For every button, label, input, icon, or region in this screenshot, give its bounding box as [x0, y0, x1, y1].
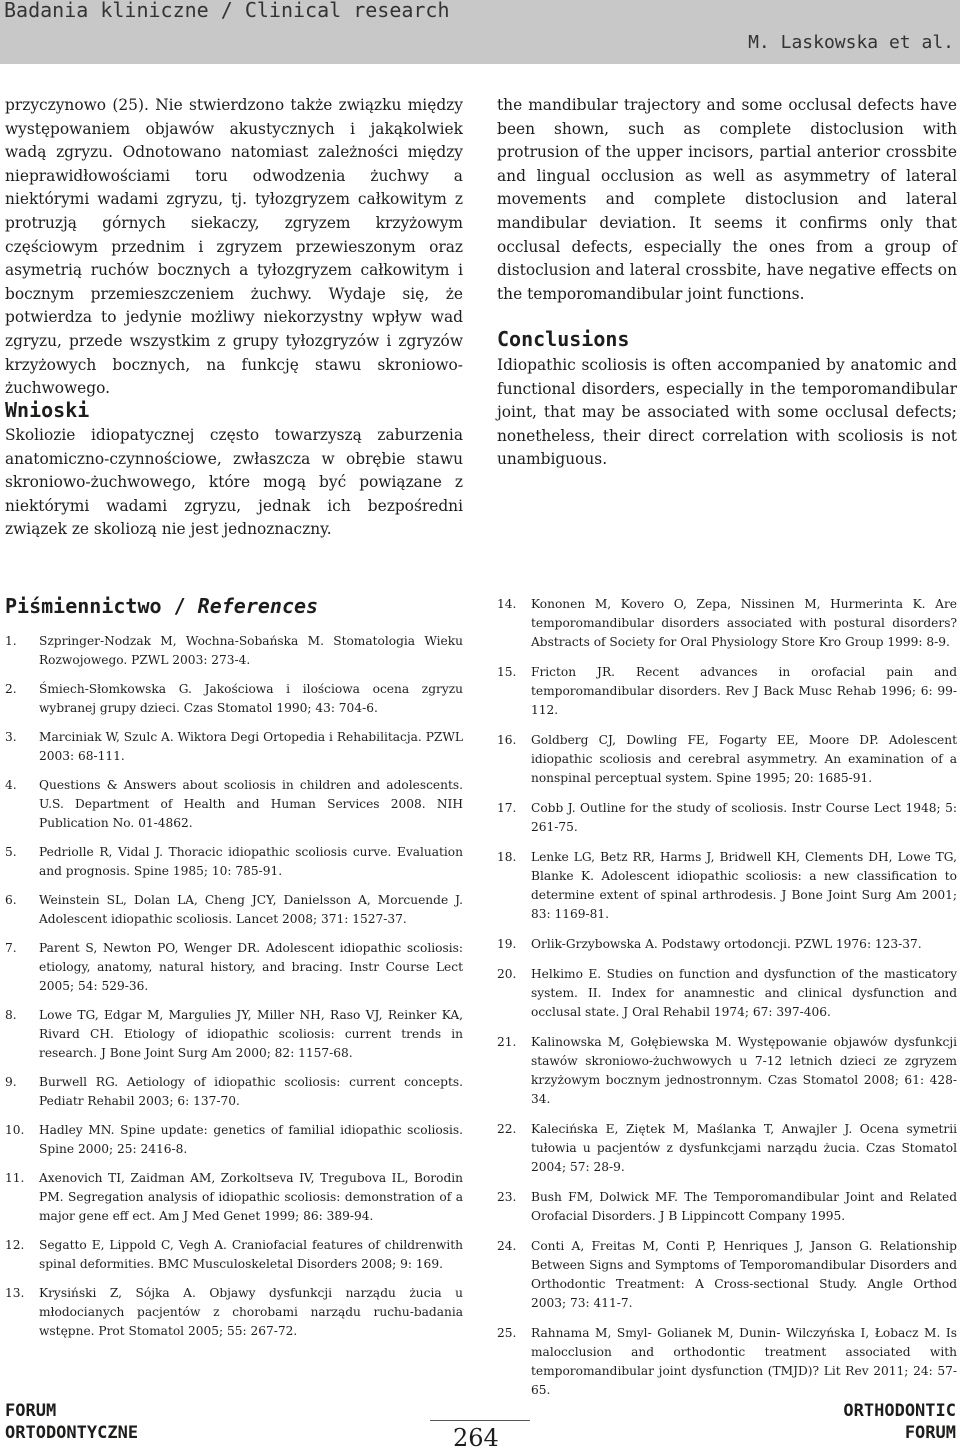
reference-number: 21. [497, 1035, 517, 1049]
reference-number: 12. [5, 1238, 25, 1252]
reference-number: 6. [5, 893, 17, 907]
reference-text: Goldberg CJ, Dowling FE, Fogarty EE, Moore DP. Adolescent idiopathic scoliosis and cerebral asymmetry. An examination of a nonspinal perceptual system. Spine 1995; 20: 1685-91. [531, 733, 957, 785]
reference-item [5, 680, 463, 718]
reference-text: Questions & Answers about scoliosis in children and adolescents. U.S. Department of Health and Human Services 2008. NIH Publication No. 01-4862. [39, 778, 463, 830]
reference-text: Rahnama M, Smyl- Golianek M, Dunin- Wilczyńska I, Łobacz M. Is malocclusion and orthodontic treatment associated with temporomandibular joint dysfunction (TMJD)? Lit Rev 2011; 24: 57-65. [531, 1326, 957, 1397]
footer-journal-pl [5, 1400, 138, 1444]
reference-number: 7. [5, 941, 17, 955]
reference-text: Kononen M, Kovero O, Zepa, Nissinen M, Hurmerinta K. Are temporomandibular disorders associated with postural disorders? Abstracts of Society for Oral Physiology Store Kro Group 1999: 8-9. [531, 597, 957, 649]
reference-item [5, 1121, 463, 1159]
references-heading-en: References [197, 594, 319, 618]
reference-text: Śmiech-Słomkowska G. Jakościowa i ilościowa ocena zgryzu wybranej grupy dzieci. Czas Stomatol 1990; 43: 704-6. [39, 682, 463, 715]
discussion-polish [5, 94, 463, 401]
reference-item [5, 632, 463, 670]
reference-item [5, 939, 463, 996]
reference-text: Parent S, Newton PO, Wenger DR. Adolescent idiopathic scoliosis: etiology, anatomy, natural history, and bracing. Instr Course Lect 2005; 54: 529-36. [39, 941, 463, 993]
reference-text: Hadley MN. Spine update: genetics of familial idiopathic scoliosis. Spine 2000; 25: 2416-8. [39, 1123, 463, 1156]
reference-item [497, 935, 957, 954]
references-heading [5, 594, 318, 618]
reference-number: 14. [497, 597, 517, 611]
running-authors: M. Laskowska et al. [748, 32, 954, 53]
reference-number: 5. [5, 845, 17, 859]
reference-text: Burwell RG. Aetiology of idiopathic scoliosis: current concepts. Pediatr Rehabil 2003; 6: 137-70. [39, 1075, 463, 1108]
references-list-right [497, 595, 957, 1411]
references-heading-pl: Piśmiennictwo / [5, 594, 198, 618]
reference-text: Axenovich TI, Zaidman AM, Zorkoltseva IV, Tregubova IL, Borodin PM. Segregation analysis of idiopathic scoliosis: demonstration of a major gene eff ect. Am J Med Genet 1999; 86: 389-94. [39, 1171, 463, 1223]
reference-item [497, 1324, 957, 1400]
conclusions-text: Idiopathic scoliosis is often accompanied by anatomic and functional disorders, especially in the temporomandibular joint, that may be associated with some occlusal defects; nonetheless, their direct correlation with scoliosis is not unambiguous. [497, 356, 957, 469]
reference-text: Marciniak W, Szulc A. Wiktora Degi Ortopedia i Rehabilitacja. PZWL 2003: 68-111. [39, 730, 463, 763]
reference-number: 8. [5, 1008, 17, 1022]
reference-text: Lenke LG, Betz RR, Harms J, Bridwell KH, Clements DH, Lowe TG, Blanke K. Adolescent idiopathic scoliosis: a new classification to determine extent of spinal arthrodesis. J Bone Joint Surg Am 2001; 83: 1169-81. [531, 850, 957, 921]
reference-number: 2. [5, 682, 17, 696]
reference-item [5, 1006, 463, 1063]
footer-right-line2: FORUM [904, 1423, 956, 1443]
reference-item [5, 843, 463, 881]
reference-text: Lowe TG, Edgar M, Margulies JY, Miller NH, Raso VJ, Reinker KA, Rivard CH. Etiology of idiopathic scoliosis: current trends in research. J Bone Joint Surg Am 2000; 82: 1157-68. [39, 1008, 463, 1060]
footer-right-line1: ORTHODONTIC [843, 1401, 956, 1421]
conclusions-section [497, 354, 957, 472]
reference-item [5, 1169, 463, 1226]
reference-item [497, 799, 957, 837]
reference-number: 20. [497, 967, 517, 981]
footer-journal-en [843, 1400, 956, 1444]
reference-item [497, 1237, 957, 1313]
reference-text: Kalinowska M, Gołębiewska M. Występowanie objawów dysfunkcji stawów skroniowo-żuchwowych u 7-12 letnich dzieci ze zgryzem krzyżowym bocznym jednostronnym. Czas Stomatol 2008; 61: 428-34. [531, 1035, 957, 1106]
reference-item [5, 1236, 463, 1274]
reference-item [497, 1120, 957, 1177]
reference-text: Helkimo E. Studies on function and dysfunction of the masticatory system. II. Index for anamnestic and clinical dysfunction and occlusal state. J Oral Rehabil 1974; 67: 397-406. [531, 967, 957, 1019]
reference-number: 9. [5, 1075, 17, 1089]
conclusions-heading: Conclusions [497, 327, 630, 351]
page-footer [0, 1400, 960, 1453]
reference-number: 22. [497, 1122, 517, 1136]
reference-text: Bush FM, Dolwick MF. The Temporomandibular Joint and Related Orofacial Disorders. J B Lippincott Company 1995. [531, 1190, 957, 1223]
reference-number: 24. [497, 1239, 517, 1253]
reference-number: 15. [497, 665, 517, 679]
reference-number: 4. [5, 778, 17, 792]
reference-text: Orlik-Grzybowska A. Podstawy ortodoncji. PZWL 1976: 123-37. [531, 937, 922, 951]
reference-number: 19. [497, 937, 517, 951]
reference-item [5, 1073, 463, 1111]
wnioski-section [5, 424, 463, 542]
page-header [0, 0, 960, 64]
reference-text: Segatto E, Lippold C, Vegh A. Craniofacial features of childrenwith spinal deformities. BMC Musculoskeletal Disorders 2008; 9: 169. [39, 1238, 463, 1271]
reference-text: Fricton JR. Recent advances in orofacial pain and temporomandibular disorders. Rev J Back Musc Rehab 1996; 6: 99-112. [531, 665, 957, 717]
footer-left-line1: FORUM [5, 1401, 57, 1421]
reference-number: 17. [497, 801, 517, 815]
reference-item [497, 663, 957, 720]
reference-text: Szpringer-Nodzak M, Wochna-Sobańska M. Stomatologia Wieku Rozwojowego. PZWL 2003: 273-4. [39, 634, 463, 667]
reference-item [497, 965, 957, 1022]
footer-rule [430, 1420, 530, 1421]
reference-text: Pedriolle R, Vidal J. Thoracic idiopathic scoliosis curve. Evaluation and prognosis. Spine 1985; 10: 785-91. [39, 845, 463, 878]
reference-item [497, 1188, 957, 1226]
discussion-pl-text: przyczynowo (25). Nie stwierdzono także związku między występowaniem objawów akustycznych i jakąkolwiek wadą zgryzu. Odnotowano natomiast zależności między nieprawidłowościami toru odwodzenia żuchwy a niektórymi wadami zgryzu, tj. tyłozgryzem całkowitym z protruzją górnych siekaczy, zgryzem krzyżowym częściowym przednim i zgryzem przewieszonym oraz asymetrią ruchów bocznych a tyłozgryzem całkowitym i bocznym przemieszczeniem żuchwy. Wydaje się, że potwierdza to jedynie możliwy niekorzystny wpływ wad zgryzu, przede wszystkim z grupy tyłozgryzów i zgryzów krzyżowych bocznych, na funkcję stawu skroniowo-żuchwowego. [5, 96, 463, 398]
reference-item [5, 1284, 463, 1341]
reference-text: Kalecińska E, Ziętek M, Maślanka T, Anwajler J. Ocena symetrii tułowia u pacjentów z dysfunkcjami narządu żucia. Czas Stomatol 2004; 57: 28-9. [531, 1122, 957, 1174]
wnioski-heading: Wnioski [5, 398, 90, 422]
reference-number: 3. [5, 730, 17, 744]
page-number: 264 [453, 1424, 499, 1452]
reference-number: 16. [497, 733, 517, 747]
wnioski-text: Skoliozie idiopatycznej często towarzyszą zaburzenia anatomiczno-czynnościowe, zwłaszcza w obrębie stawu skroniowo-żuchwowego, które mogą być powiązane z niektórymi wadami zgryzu, jednak ich bezpośredni związek ze skoliozą nie jest jednoznaczny. [5, 426, 463, 539]
reference-number: 25. [497, 1326, 517, 1340]
reference-item [497, 1033, 957, 1109]
reference-text: Krysiński Z, Sójka A. Objawy dysfunkcji narządu żucia u młodocianych pacjentów z chorobami narządu ruchu-badania wstępne. Prot Stomatol 2005; 55: 267-72. [39, 1286, 463, 1338]
reference-number: 18. [497, 850, 517, 864]
reference-number: 23. [497, 1190, 517, 1204]
reference-item [497, 848, 957, 924]
reference-text: Cobb J. Outline for the study of scoliosis. Instr Course Lect 1948; 5: 261-75. [531, 801, 957, 834]
reference-number: 10. [5, 1123, 25, 1137]
reference-item [5, 776, 463, 833]
discussion-english [497, 94, 957, 306]
reference-item [5, 728, 463, 766]
reference-text: Weinstein SL, Dolan LA, Cheng JCY, Danielsson A, Morcuende J. Adolescent idiopathic scoliosis. Lancet 2008; 371: 1527-37. [39, 893, 463, 926]
reference-number: 1. [5, 634, 17, 648]
section-title: Badania kliniczne / Clinical research [4, 0, 450, 22]
reference-item [497, 731, 957, 788]
reference-number: 11. [5, 1171, 25, 1185]
references-list-left [5, 632, 463, 1351]
discussion-en-text: the mandibular trajectory and some occlusal defects have been shown, such as complete distoclusion with protrusion of the upper incisors, partial anterior crossbite and lingual occlusion as well as asymmetry of lateral movements and complete distoclusion and lateral mandibular deviation. It seems it confirms only that occlusal defects, especially the ones from a group of distoclusion and lateral crossbite, have negative effects on the temporomandibular joint functions. [497, 96, 957, 303]
reference-text: Conti A, Freitas M, Conti P, Henriques J, Janson G. Relationship Between Signs and Symptoms of Temporomandibular Disorders and Orthodontic Treatment: A Cross-sectional Study. Angle Orthod 2003; 73: 411-7. [531, 1239, 957, 1310]
footer-left-line2: ORTODONTYCZNE [5, 1423, 139, 1443]
reference-item [5, 891, 463, 929]
reference-number: 13. [5, 1286, 25, 1300]
reference-item [497, 595, 957, 652]
